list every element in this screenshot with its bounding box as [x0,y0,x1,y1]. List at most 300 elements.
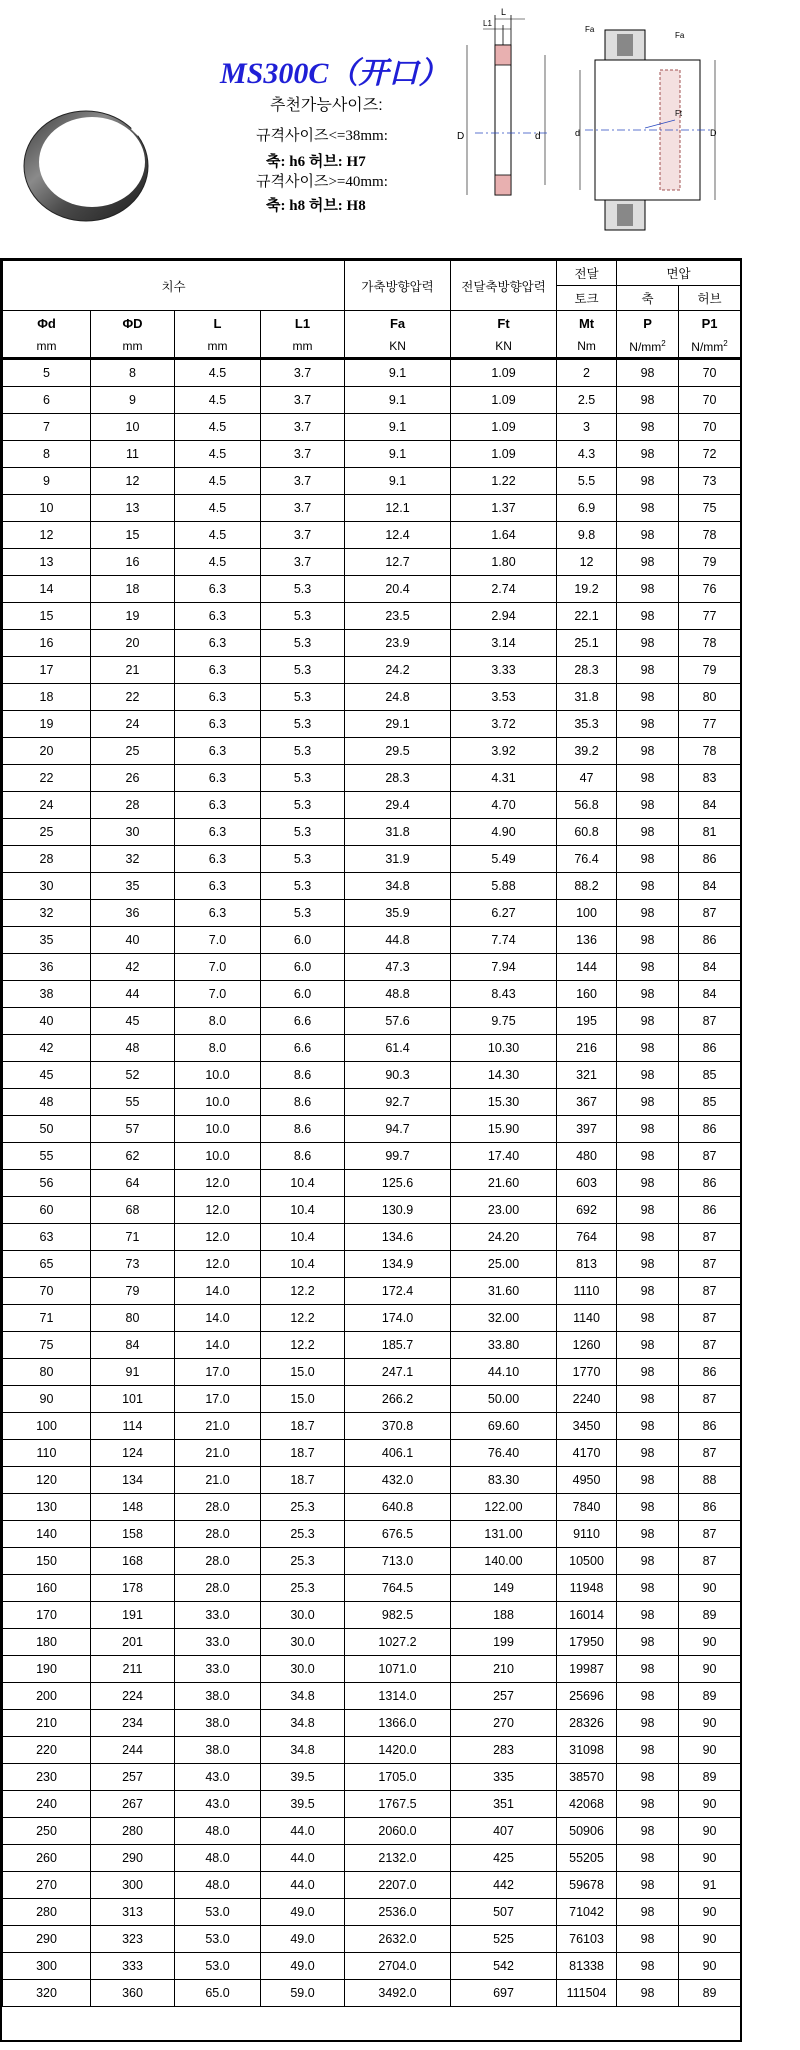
table-cell: 280 [91,1818,175,1845]
hub-label: 허브 [679,286,741,311]
table-cell: 35.9 [345,900,451,927]
table-cell: 88 [679,1467,741,1494]
table-cell: 77 [679,711,741,738]
table-cell: 98 [617,1332,679,1359]
table-cell: 1366.0 [345,1710,451,1737]
table-cell: 36 [3,954,91,981]
unit-P1-base: N/mm [691,339,724,354]
table-row [3,576,741,603]
table-cell: 71042 [557,1899,617,1926]
table-cell: 98 [617,1170,679,1197]
table-cell: 101 [91,1386,175,1413]
table-cell: 1.09 [451,414,557,441]
table-cell: 44.8 [345,927,451,954]
table-cell: 75 [3,1332,91,1359]
table-row [3,1494,741,1521]
unit-P-sup: 2 [661,338,666,348]
table-cell: 72 [679,441,741,468]
table-cell: 2 [557,359,617,387]
table-cell: 79 [679,549,741,576]
table-cell: 22 [3,765,91,792]
table-cell: 134.6 [345,1224,451,1251]
table-cell: 79 [91,1278,175,1305]
table-cell: 17950 [557,1629,617,1656]
table-cell: 30.0 [261,1656,345,1683]
table-cell: 201 [91,1629,175,1656]
table-cell: 63 [3,1224,91,1251]
table-cell: 28.3 [557,657,617,684]
table-cell: 31.60 [451,1278,557,1305]
table-row [3,981,741,1008]
table-cell: 160 [3,1575,91,1602]
table-cell: 86 [679,927,741,954]
table-row [3,1737,741,1764]
table-row [3,1224,741,1251]
table-cell: 70 [679,387,741,414]
table-cell: 367 [557,1089,617,1116]
table-cell: 24 [3,792,91,819]
table-cell: 100 [557,900,617,927]
table-cell: 283 [451,1737,557,1764]
table-cell: 53.0 [175,1926,261,1953]
table-cell: 98 [617,468,679,495]
table-cell: 3.7 [261,441,345,468]
force-ft-label: Ft [675,109,683,118]
table-cell: 210 [3,1710,91,1737]
table-cell: 8.43 [451,981,557,1008]
table-cell: 28.0 [175,1548,261,1575]
table-cell: 3.7 [261,414,345,441]
table-cell: 98 [617,1737,679,1764]
table-cell: 11948 [557,1575,617,1602]
table-cell: 15.90 [451,1116,557,1143]
table-cell: 1027.2 [345,1629,451,1656]
table-cell: 78 [679,738,741,765]
table-cell: 5.3 [261,873,345,900]
table-cell: 87 [679,1332,741,1359]
table-cell: 24.8 [345,684,451,711]
group-transfer-header: 전달 [557,261,617,286]
table-cell: 12.2 [261,1278,345,1305]
table-cell: 65 [3,1251,91,1278]
table-cell: 87 [679,1224,741,1251]
spec-line-3: 규격사이즈>=40mm: [256,174,388,190]
table-cell: 28326 [557,1710,617,1737]
table-cell: 100 [3,1413,91,1440]
table-cell: 813 [557,1251,617,1278]
table-cell: 98 [617,1683,679,1710]
table-row [3,927,741,954]
table-row [3,711,741,738]
table-cell: 14.0 [175,1305,261,1332]
table-cell: 12.4 [345,522,451,549]
dim-d-big-label: D [457,131,465,142]
table-cell: 98 [617,1521,679,1548]
table-cell: 38570 [557,1764,617,1791]
table-cell: 29.5 [345,738,451,765]
table-cell: 442 [451,1872,557,1899]
table-cell: 5 [3,359,91,387]
table-cell: 247.1 [345,1359,451,1386]
table-cell: 1770 [557,1359,617,1386]
assembly-force-drawing [575,20,720,250]
table-cell: 30 [91,819,175,846]
table-cell: 12.2 [261,1305,345,1332]
table-cell: 5.5 [557,468,617,495]
table-row [3,873,741,900]
col-header-L1: L1 [261,311,345,336]
table-row [3,1197,741,1224]
table-row [3,846,741,873]
table-row [3,1251,741,1278]
table-cell: 33.80 [451,1332,557,1359]
dim-l1-label: L1 [483,19,492,28]
table-cell: 98 [617,927,679,954]
torque-label: 토크 [557,286,617,311]
table-cell: 78 [679,522,741,549]
table-cell: 982.5 [345,1602,451,1629]
table-cell: 98 [617,1980,679,2007]
table-cell: 6.3 [175,819,261,846]
table-cell: 21.60 [451,1170,557,1197]
unit-L: mm [175,335,261,359]
table-cell: 2.74 [451,576,557,603]
table-cell: 49.0 [261,1953,345,1980]
table-cell: 174.0 [345,1305,451,1332]
table-cell: 4.5 [175,549,261,576]
table-cell: 14.0 [175,1278,261,1305]
table-cell: 98 [617,1926,679,1953]
table-cell: 83.30 [451,1467,557,1494]
table-cell: 98 [617,1116,679,1143]
table-cell: 76.40 [451,1440,557,1467]
table-row [3,1521,741,1548]
table-cell: 22 [91,684,175,711]
table-cell: 98 [617,1359,679,1386]
table-cell: 77 [679,603,741,630]
table-cell: 98 [617,576,679,603]
table-row [3,954,741,981]
table-cell: 6.3 [175,576,261,603]
table-cell: 333 [91,1953,175,1980]
table-row [3,819,741,846]
table-cell: 28.0 [175,1521,261,1548]
table-cell: 4.5 [175,441,261,468]
table-cell: 98 [617,1548,679,1575]
table-cell: 4.70 [451,792,557,819]
table-cell: 2.5 [557,387,617,414]
table-cell: 44.10 [451,1359,557,1386]
table-row [3,1926,741,1953]
table-cell: 260 [3,1845,91,1872]
table-cell: 9.1 [345,359,451,387]
table-row [3,522,741,549]
table-cell: 86 [679,1413,741,1440]
table-cell: 78 [679,630,741,657]
table-cell: 48.0 [175,1845,261,1872]
table-cell: 40 [3,1008,91,1035]
table-row [3,1008,741,1035]
table-row [3,630,741,657]
table-cell: 2240 [557,1386,617,1413]
table-row [3,1359,741,1386]
table-cell: 45 [3,1062,91,1089]
table-cell: 98 [617,1710,679,1737]
table-cell: 1420.0 [345,1737,451,1764]
table-cell: 98 [617,1494,679,1521]
table-cell: 480 [557,1143,617,1170]
table-cell: 603 [557,1170,617,1197]
table-cell: 19987 [557,1656,617,1683]
table-cell: 19.2 [557,576,617,603]
table-cell: 38.0 [175,1710,261,1737]
group-radial-header: 전달축방향압력 [451,261,557,311]
table-cell: 1.09 [451,441,557,468]
table-cell: 3.7 [261,495,345,522]
table-cell: 6.3 [175,846,261,873]
table-row [3,1548,741,1575]
table-cell: 323 [91,1926,175,1953]
table-cell: 199 [451,1629,557,1656]
table-cell: 257 [91,1764,175,1791]
table-cell: 17 [3,657,91,684]
table-cell: 5.3 [261,684,345,711]
spec-line-1: 규격사이즈<=38mm: [256,128,388,144]
table-cell: 98 [617,1440,679,1467]
table-cell: 42 [3,1035,91,1062]
table-cell: 3.53 [451,684,557,711]
table-cell: 8.0 [175,1035,261,1062]
table-cell: 98 [617,414,679,441]
table-row [3,900,741,927]
table-cell: 24.2 [345,657,451,684]
table-cell: 148 [91,1494,175,1521]
spec-table [2,260,741,2007]
table-cell: 32.00 [451,1305,557,1332]
table-cell: 5.3 [261,603,345,630]
table-cell: 98 [617,1953,679,1980]
table-cell: 12.0 [175,1197,261,1224]
table-cell: 178 [91,1575,175,1602]
table-cell: 44.0 [261,1818,345,1845]
table-cell: 1140 [557,1305,617,1332]
table-cell: 220 [3,1737,91,1764]
table-cell: 39.2 [557,738,617,765]
table-cell: 8 [91,359,175,387]
table-cell: 764.5 [345,1575,451,1602]
table-cell: 94.7 [345,1116,451,1143]
table-cell: 168 [91,1548,175,1575]
table-cell: 26 [91,765,175,792]
table-cell: 98 [617,522,679,549]
table-cell: 1110 [557,1278,617,1305]
table-row [3,549,741,576]
table-cell: 98 [617,1035,679,1062]
bushing-ring-image [14,88,164,238]
table-cell: 5.3 [261,846,345,873]
table-cell: 8 [3,441,91,468]
table-row [3,1467,741,1494]
table-cell: 188 [451,1602,557,1629]
table-cell: 81338 [557,1953,617,1980]
table-cell: 89 [679,1980,741,2007]
table-cell: 3.7 [261,522,345,549]
table-cell: 33.0 [175,1629,261,1656]
table-cell: 6.3 [175,603,261,630]
table-row [3,657,741,684]
table-cell: 85 [679,1089,741,1116]
table-cell: 6.3 [175,900,261,927]
table-cell: 6.3 [175,657,261,684]
table-cell: 9.1 [345,387,451,414]
table-cell: 84 [91,1332,175,1359]
table-cell: 234 [91,1710,175,1737]
table-cell: 9.1 [345,468,451,495]
table-cell: 697 [451,1980,557,2007]
table-cell: 50 [3,1116,91,1143]
table-cell: 17.0 [175,1359,261,1386]
table-cell: 3492.0 [345,1980,451,2007]
table-cell: 61.4 [345,1035,451,1062]
table-cell: 180 [3,1629,91,1656]
table-cell: 86 [679,846,741,873]
table-cell: 84 [679,792,741,819]
table-cell: 76 [679,576,741,603]
table-cell: 158 [91,1521,175,1548]
table-cell: 149 [451,1575,557,1602]
table-cell: 290 [91,1845,175,1872]
table-cell: 48.0 [175,1872,261,1899]
table-cell: 6.3 [175,711,261,738]
table-cell: 30.0 [261,1602,345,1629]
table-cell: 25.3 [261,1494,345,1521]
table-cell: 24 [91,711,175,738]
table-cell: 90 [679,1737,741,1764]
table-cell: 50.00 [451,1386,557,1413]
table-cell: 280 [3,1899,91,1926]
table-cell: 56 [3,1170,91,1197]
table-cell: 1.64 [451,522,557,549]
unit-D: mm [91,335,175,359]
table-cell: 131.00 [451,1521,557,1548]
table-row [3,1170,741,1197]
table-cell: 34.8 [261,1737,345,1764]
table-cell: 12.0 [175,1251,261,1278]
table-cell: 230 [3,1764,91,1791]
table-cell: 73 [679,468,741,495]
table-cell: 300 [91,1872,175,1899]
table-cell: 7.94 [451,954,557,981]
table-cell: 34.8 [261,1683,345,1710]
table-cell: 98 [617,1872,679,1899]
table-cell: 692 [557,1197,617,1224]
table-cell: 90 [679,1899,741,1926]
table-cell: 9110 [557,1521,617,1548]
table-cell: 98 [617,846,679,873]
table-row [3,1386,741,1413]
table-cell: 190 [3,1656,91,1683]
table-cell: 42068 [557,1791,617,1818]
table-cell: 25 [3,819,91,846]
table-cell: 5.3 [261,711,345,738]
table-cell: 4.3 [557,441,617,468]
table-cell: 713.0 [345,1548,451,1575]
table-cell: 89 [679,1683,741,1710]
table-cell: 86 [679,1197,741,1224]
table-cell: 98 [617,1791,679,1818]
table-cell: 1767.5 [345,1791,451,1818]
table-cell: 30.0 [261,1629,345,1656]
col-header-d: Φd [3,311,91,336]
table-cell: 16 [3,630,91,657]
table-cell: 10500 [557,1548,617,1575]
table-cell: 18.7 [261,1440,345,1467]
table-cell: 6.6 [261,1008,345,1035]
table-cell: 55 [3,1143,91,1170]
table-cell: 1.09 [451,387,557,414]
table-cell: 150 [3,1548,91,1575]
table-cell: 5.3 [261,765,345,792]
table-cell: 5.3 [261,792,345,819]
table-cell: 4950 [557,1467,617,1494]
table-cell: 10.4 [261,1224,345,1251]
table-cell: 266.2 [345,1386,451,1413]
table-cell: 270 [3,1872,91,1899]
table-cell: 125.6 [345,1170,451,1197]
table-cell: 397 [557,1116,617,1143]
table-cell: 12.7 [345,549,451,576]
table-cell: 48.8 [345,981,451,1008]
table-cell: 191 [91,1602,175,1629]
table-cell: 6.6 [261,1035,345,1062]
table-cell: 98 [617,1602,679,1629]
table-cell: 4.90 [451,819,557,846]
table-cell: 15 [91,522,175,549]
table-cell: 98 [617,711,679,738]
table-cell: 28.0 [175,1575,261,1602]
table-cell: 4.5 [175,495,261,522]
col-header-Ft: Ft [451,311,557,336]
table-cell: 5.3 [261,738,345,765]
table-cell: 62 [91,1143,175,1170]
table-cell: 313 [91,1899,175,1926]
table-cell: 1260 [557,1332,617,1359]
table-cell: 1.80 [451,549,557,576]
table-cell: 185.7 [345,1332,451,1359]
table-cell: 10.0 [175,1062,261,1089]
table-row [3,1818,741,1845]
table-cell: 370.8 [345,1413,451,1440]
table-cell: 98 [617,1305,679,1332]
dim-d-big-right-label: D [710,128,717,138]
table-cell: 92.7 [345,1089,451,1116]
table-cell: 525 [451,1926,557,1953]
table-cell: 59678 [557,1872,617,1899]
table-cell: 98 [617,954,679,981]
table-cell: 17.0 [175,1386,261,1413]
table-cell: 7.0 [175,981,261,1008]
table-cell: 98 [617,657,679,684]
table-cell: 3.7 [261,468,345,495]
table-cell: 12 [91,468,175,495]
table-row [3,1062,741,1089]
table-cell: 335 [451,1764,557,1791]
product-header [0,0,800,255]
unit-P-base: N/mm [629,339,662,354]
table-cell: 83 [679,765,741,792]
table-cell: 28 [3,846,91,873]
table-cell: 98 [617,1251,679,1278]
